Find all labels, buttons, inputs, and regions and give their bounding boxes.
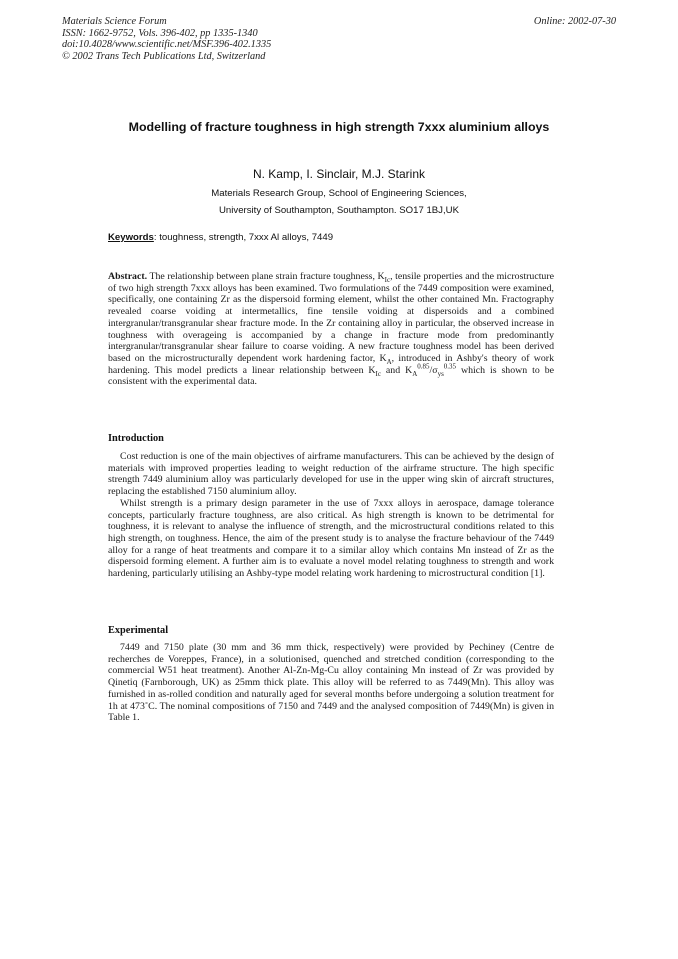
abstract-section (108, 271, 554, 388)
keywords-label: Keywords (108, 232, 154, 243)
abstract-sub-5: ys (437, 369, 444, 378)
experimental-heading: Experimental (108, 625, 169, 636)
abstract-text-3: , introduced in Ashby's theory of work hardening. This model predicts a linear relationship between K (108, 352, 554, 376)
abstract-text-4: and K (381, 364, 413, 376)
keywords-text: : toughness, strength, 7xxx Al alloys, 7449 (153, 232, 334, 243)
abstract-sub-1: Ic (384, 275, 391, 284)
copyright-line: © 2002 Trans Tech Publications Ltd, Switzerland (62, 50, 266, 62)
experimental-paragraph-1: 7449 and 7150 plate (30 mm and 36 mm thick, respectively) were provided by Pechiney (Centre de recherches de Voreppes, France), in a solutionised, quenched and stretched condition (corresponding to the commercial W51 heat treatment). Another Al-Zn-Mg-Cu alloy containing Mn instead of Zr was provided by Qinetiq (Farnborough, UK) as 25mm thick plate. This alloy will be referred to as 7449(Mn). This alloy was furnished in as-rolled condition and naturally aged for several months before undergoing a solution treatment for 1h at 473˚C. The nominal compositions of 7150 and 7449 and the analysed composition of 7449(Mn) is given in Table 1. (108, 642, 554, 724)
abstract-text-1: The relationship between plane strain fracture toughness, K (147, 271, 385, 282)
paper-title: Modelling of fracture toughness in high strength 7xxx aluminium alloys (128, 120, 550, 134)
abstract-label: Abstract. (108, 271, 148, 282)
affiliation-line-2: University of Southampton, Southampton. SO17 1BJ,UK (219, 204, 459, 216)
online-date: Online: 2002-07-30 (533, 16, 616, 27)
journal-header (62, 16, 462, 62)
journal-name: Materials Science Forum (62, 16, 167, 27)
abstract-sub-2: A (386, 357, 392, 366)
issn-line: ISSN: 1662-9752, Vols. 396-402, pp 1335-1340 (62, 27, 258, 39)
abstract-text-2: , tensile properties and the microstructure of two high strength 7xxx alloys has been examined. Two formulations of the 7449 composition were examined, specifically, one containing Zr as the dispersoid forming element, whilst the other contained Mn. Fractography revealed coarse voiding at intermetallics, fine tensile voiding at dispersoids and a combined intergranular/transgranular shear fracture mode. In the Zr containing alloy in particular, the observed increase in toughness with overageing is accompanied by a change in fracture mode from predominantly intergranular/transgranular shear failure to coarse voiding. A new fracture toughness model has been derived based on the microstructurally dependent work hardening factor, K (108, 271, 555, 364)
affiliation-line-1: Materials Research Group, School of Engineering Sciences, (211, 188, 467, 199)
abstract-paragraph (108, 271, 554, 388)
abstract-sub-3: Ic (375, 369, 381, 378)
abstract-sup-5: 0.35 (443, 362, 457, 371)
introduction-paragraph-1: Cost reduction is one of the main objectives of airframe manufacturers. This can be achieved by the design of materials with improved properties leading to weight reduction of the airframe structure. The high specific strength 7449 aluminium alloy was particularly developed for use in the upper wing skin of aircraft structures, replacing the established 7150 aluminium alloy. (108, 451, 554, 498)
introduction-section (108, 451, 554, 580)
abstract-sub-4: A (412, 369, 418, 378)
affiliation (0, 186, 678, 219)
abstract-text-5: /σ (429, 364, 438, 376)
experimental-section (108, 642, 554, 724)
introduction-paragraph-2: Whilst strength is a primary design parameter in the use of 7xxx alloys in aerospace, damage tolerance concepts, particularly fracture toughness, are also critical. As high strength is known to be detrimental for toughness, it is relevant to analyse the influence of strength, and the microstructural conditions related to this high strength, on toughness. Hence, the aim of the present study is to analyse the fracture behaviour of the 7449 alloy for a range of heat treatments and compare it to a similar alloy which contains Mn instead of Zr as the dispersoid forming element. A further aim is to evaluate a novel model relating toughness to strength and work hardening, particularly utilising an Ashby-type model relating work hardening to microstructural condition [1]. (108, 497, 554, 580)
abstract-sup-4: 0.85 (417, 362, 430, 371)
author-list: N. Kamp, I. Sinclair, M.J. Starink (252, 167, 426, 181)
keywords-line (108, 232, 568, 243)
introduction-heading: Introduction (108, 433, 164, 444)
doi-line[interactable]: doi:10.4028/www.scientific.net/MSF.396-402.1335 (62, 39, 272, 51)
abstract-text-6: which is shown to be consistent with the experimental data. (108, 364, 554, 388)
